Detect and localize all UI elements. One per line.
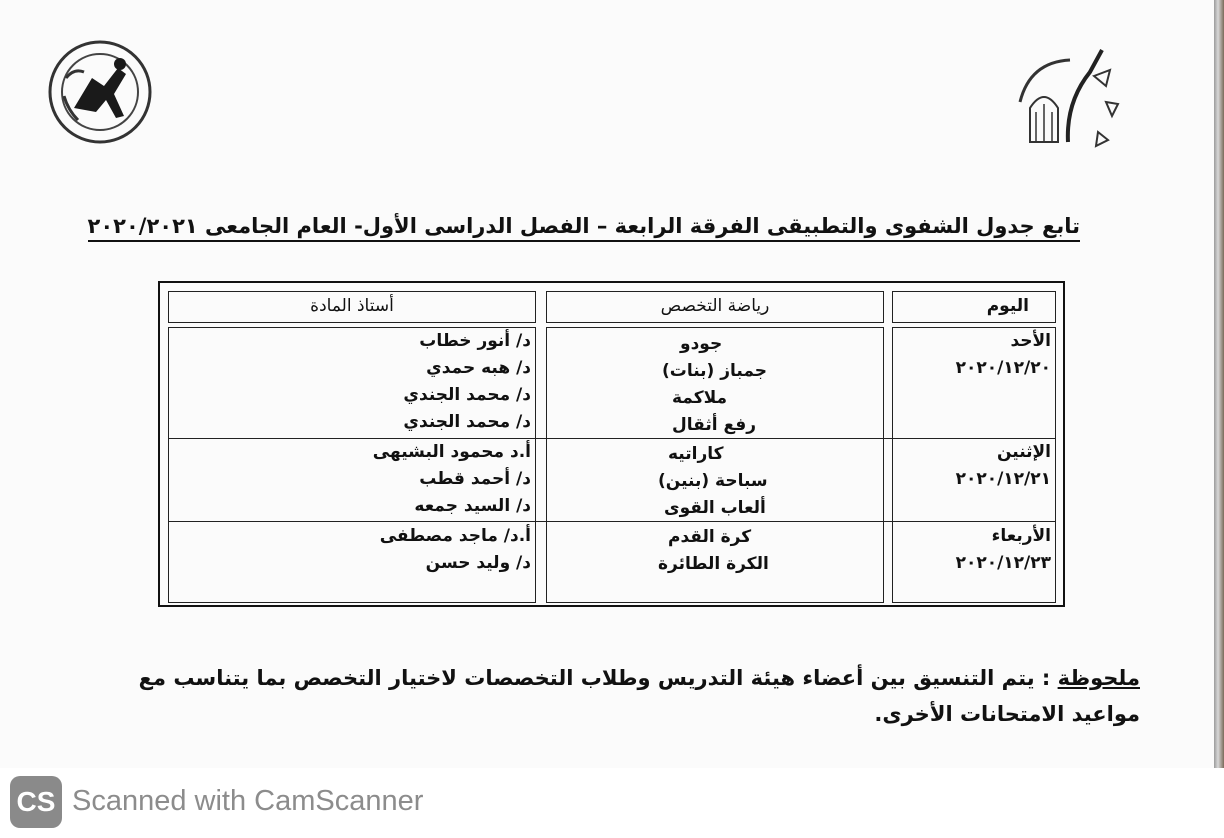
row3-day: الأربعاء: [991, 526, 1051, 546]
row2-day: الإثنين: [996, 442, 1051, 462]
row1-professor-2: د/ هبه حمدي: [426, 358, 531, 378]
page-edge-shadow: [1214, 0, 1224, 768]
header-sport: رياضة التخصص: [546, 291, 884, 323]
row-divider: [168, 438, 1056, 439]
row2-sport-2: سباحة (بنين): [658, 471, 768, 491]
header-day: اليوم: [892, 291, 1056, 323]
row3-sport-2: الكرة الطائرة: [658, 554, 769, 574]
row3-professor-1: أ.د/ ماجد مصطفى: [379, 526, 531, 546]
row1-sport-1: جودو: [680, 334, 723, 354]
document-title: تابع جدول الشفوى والتطبيقى الفرقة الرابعة – الفصل الدراسى الأول- العام الجامعى ٢٠٢٠/٢٠٢١: [160, 214, 1080, 250]
row1-professor-4: د/ محمد الجندي: [403, 412, 531, 432]
row2-date: ٢٠٢٠/١٢/٢١: [955, 469, 1051, 489]
row-divider: [168, 521, 1056, 522]
camscanner-text: Scanned with CamScanner: [72, 785, 424, 817]
row1-sport-3: ملاكمة: [672, 388, 728, 408]
header-professor: أستاذ المادة: [168, 291, 536, 323]
row2-professor-2: د/ أحمد قطب: [419, 469, 531, 489]
row3-date: ٢٠٢٠/١٢/٢٣: [955, 553, 1051, 573]
note-paragraph: [120, 660, 1140, 732]
row1-date: ٢٠٢٠/١٢/٢٠: [955, 358, 1051, 378]
camscanner-watermark: [10, 776, 470, 828]
row1-sport-2: جمباز (بنات): [662, 361, 768, 381]
row1-day: الأحد: [1010, 331, 1051, 351]
row1-sport-4: رفع أثقال: [672, 415, 757, 435]
university-logo-right: [1010, 42, 1122, 158]
row2-sport-3: ألعاب القوى: [664, 498, 766, 518]
schedule-table: [158, 281, 1065, 607]
row1-professor-1: د/ أنور خطاب: [419, 331, 531, 351]
note-text: : يتم التنسيق بين أعضاء هيئة التدريس وطلاب التخصصات لاختيار التخصص بما يتناسب مع مواعيد الامتحانات الأخرى.: [138, 666, 1140, 726]
camscanner-logo-icon: CS: [10, 776, 62, 828]
row3-sport-1: كرة القدم: [668, 527, 752, 547]
row2-sport-1: كاراتيه: [668, 444, 724, 464]
row2-professor-3: د/ السيد جمعه: [414, 496, 531, 516]
note-label: ملحوظة: [1057, 666, 1140, 690]
row2-professor-1: أ.د محمود البشيهى: [372, 442, 531, 462]
row1-professor-3: د/ محمد الجندي: [403, 385, 531, 405]
faculty-sports-logo-left: [44, 38, 156, 146]
row3-professor-2: د/ وليد حسن: [425, 553, 531, 573]
